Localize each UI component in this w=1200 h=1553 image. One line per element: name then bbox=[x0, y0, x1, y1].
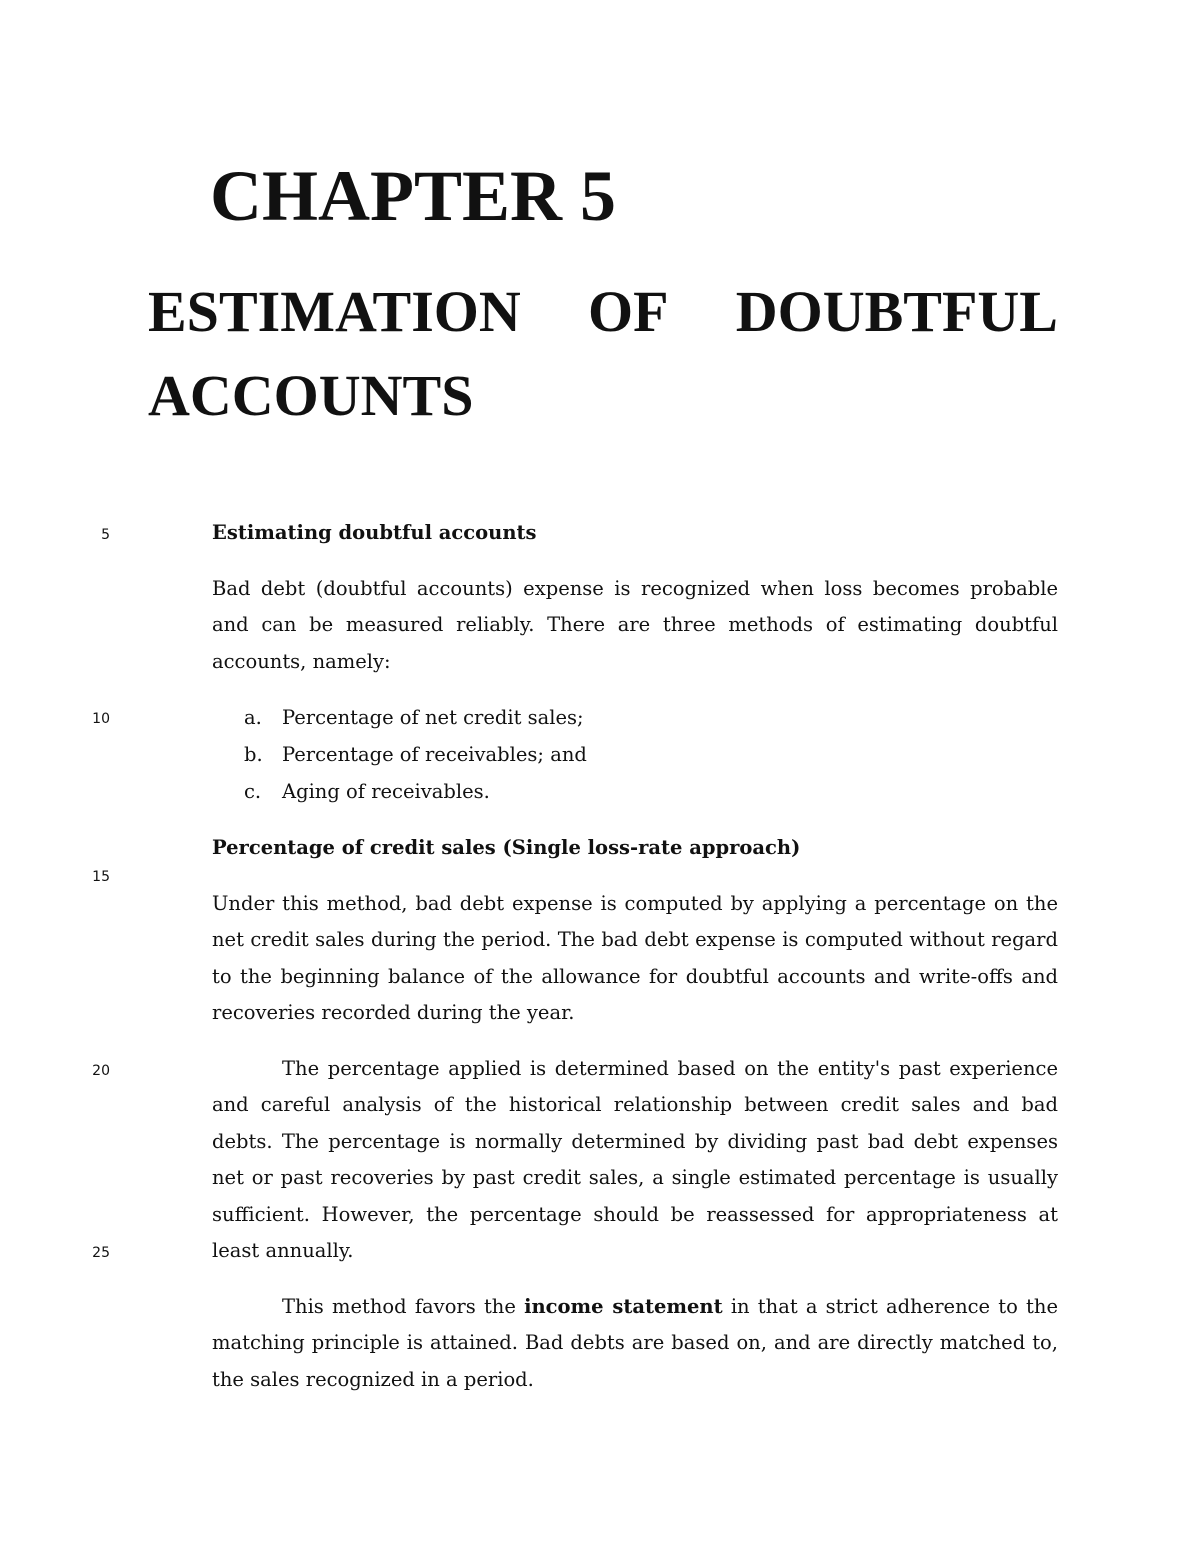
paragraph-text: This method favors the bbox=[282, 1295, 525, 1318]
title-word-doubtful: DOUBTFUL bbox=[735, 279, 1058, 344]
main-title-line2: ACCOUNTS bbox=[148, 363, 474, 428]
title-word-of: OF bbox=[587, 279, 669, 344]
list-marker: c. bbox=[244, 779, 262, 803]
line-number-5: 5 bbox=[101, 527, 110, 543]
line-number-25: 25 bbox=[92, 1245, 110, 1261]
list-item bbox=[244, 737, 587, 774]
list-item-text: Percentage of net credit sales; bbox=[282, 706, 584, 729]
list-marker: b. bbox=[244, 742, 263, 766]
paragraph-method-description: Under this method, bad debt expense is computed by applying a percentage on the net credit sales during the period. The bad debt expense is computed without regard to the beginning balance of the allowance for doubtful accounts and write-offs and recoveries recorded during the year. bbox=[212, 892, 1058, 1025]
main-title-line1 bbox=[148, 280, 1058, 344]
title-word-estimation: ESTIMATION bbox=[148, 279, 521, 344]
list-item bbox=[244, 774, 587, 811]
methods-list bbox=[244, 700, 587, 810]
list-item-text: Aging of receivables. bbox=[282, 779, 490, 803]
section-heading-estimating: Estimating doubtful accounts bbox=[212, 521, 537, 544]
section-heading-percentage-credit-sales: Percentage of credit sales (Single loss-rate approach) bbox=[212, 836, 801, 859]
line-number-15: 15 bbox=[92, 869, 110, 885]
chapter-title: CHAPTER 5 bbox=[210, 156, 617, 236]
paragraph-text: in that a strict adherence to the matching principle is attained. Bad debts are based on, and are directly matched to, the sales recognized in a period. bbox=[212, 1295, 1058, 1391]
emphasis-income-statement: income statement bbox=[524, 1295, 723, 1318]
list-item-text: Percentage of receivables; and bbox=[282, 742, 587, 766]
paragraph-percentage-applied: The percentage applied is determined based on the entity's past experience and careful analysis of the historical relationship between credit sales and bad debts. The percentage is normally determined by dividing past bad debt expenses net or past recoveries by past credit sales, a single estimated percentage is usually sufficient. However, the percentage should be reassessed for appropriateness at least annually. bbox=[212, 1057, 1058, 1263]
paragraph-bad-debt-intro: Bad debt (doubtful accounts) expense is recognized when loss becomes probable and can be measured reliably. There are three methods of estimating doubtful accounts, namely: bbox=[212, 577, 1058, 673]
paragraph-income-statement bbox=[212, 1289, 1058, 1398]
list-marker: a. bbox=[244, 706, 262, 729]
list-item bbox=[244, 700, 587, 737]
line-number-10: 10 bbox=[92, 711, 110, 727]
line-number-20: 20 bbox=[92, 1063, 110, 1079]
